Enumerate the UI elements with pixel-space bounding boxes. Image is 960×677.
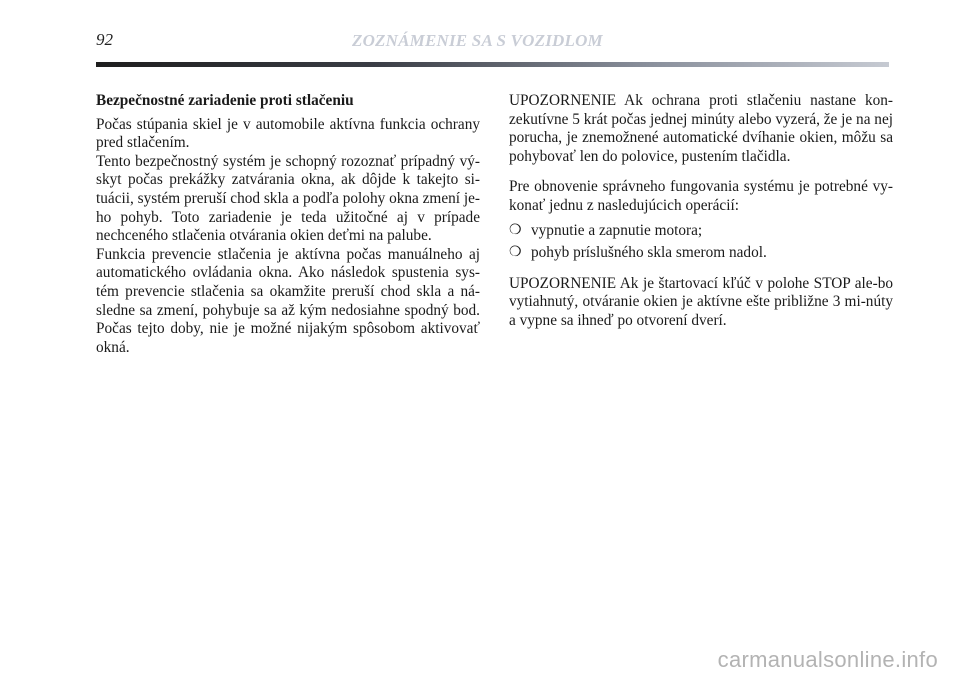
running-head: ZOZNÁMENIE SA S VOZIDLOM <box>352 31 603 50</box>
list-item <box>509 222 893 241</box>
right-column <box>509 92 893 331</box>
restore-intro: Pre obnovenie správneho fungovania systému je potrebné vy-konať jednu z nasledujúcich operácií: <box>509 178 893 214</box>
bullet-list <box>509 222 893 263</box>
list-item <box>509 244 893 263</box>
left-column <box>96 92 480 357</box>
section-heading: Bezpečnostné zariadenie proti stlačeniu <box>96 92 354 109</box>
circle-bullet-icon: ❍ <box>509 245 522 261</box>
watermark: carmanualsonline.info <box>717 647 938 672</box>
page-number: 92 <box>96 30 113 49</box>
paragraph-system: Tento bezpečnostný systém je schopný rozoznať prípadný vý-skyt počas prekážky zatvárania okna, ak dôjde k takejto si-tuácii, systém preruší chod skla a podľa polohy okna zmení je-ho pohyb. Toto zariadenie je teda užitočné aj v prípade nechceného stlačenia otvárania okien deťmi na palube. <box>96 152 480 245</box>
warning-paragraph-2: UPOZORNENIE Ak je štartovací kľúč v polohe STOP ale-bo vytiahnutý, otváranie okien je aktívne ešte približne 3 mi-núty a vypne sa ihneď po otvorení dverí. <box>509 274 893 329</box>
header-rule <box>96 62 889 67</box>
bullet-text: vypnutie a zapnutie motora; <box>531 221 703 239</box>
paragraph-function: Funkcia prevencie stlačenia je aktívna počas manuálneho aj automatického ovládania okna. Ako následok spustenia sys-tém prevencie stlačenia sa okamžite preruší chod skla a ná-sledne sa zmení, pohybuje sa až kým nedosiahne spodný bod. Počas tejto doby, nie je možné nijakým spôsobom aktivovať okná. <box>96 245 480 356</box>
circle-bullet-icon: ❍ <box>509 222 522 238</box>
paragraph-intro: Počas stúpania skiel je v automobile aktívna funkcia ochrany pred stlačením. <box>96 115 480 152</box>
warning-paragraph-1: UPOZORNENIE Ak ochrana proti stlačeniu nastane kon-zekutívne 5 krát počas jednej minúty alebo vyzerá, že je na nej porucha, je znemožnené automatické dvíhanie okien, môžu sa pohybovať len do polovice, pustením tlačidla. <box>509 92 893 165</box>
bullet-text: pohyb príslušného skla smerom nadol. <box>531 244 767 262</box>
